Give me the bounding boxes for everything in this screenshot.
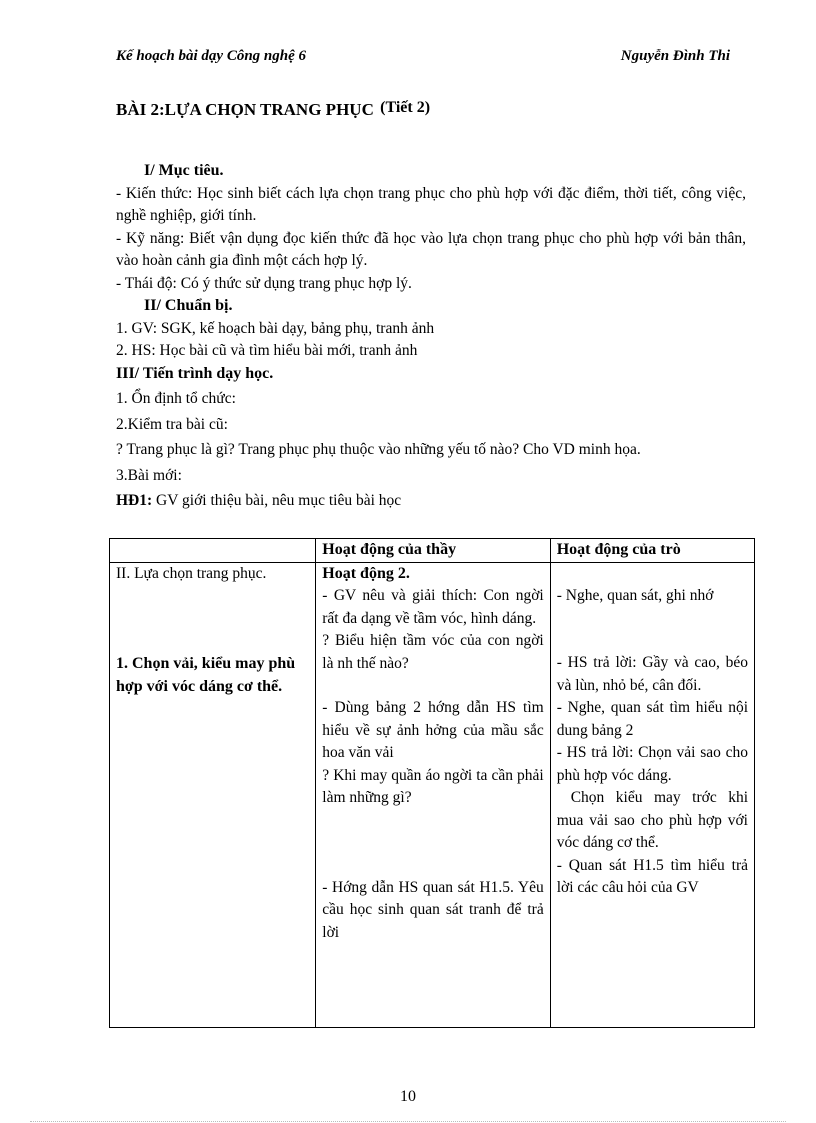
objectives-heading: I/ Mục tiêu.: [144, 162, 224, 179]
process-hd1: [116, 490, 746, 513]
student-line: - Nghe, quan sát, ghi nhớ: [556, 586, 714, 604]
teacher-line: - GV nêu và giải thích: Con ngời rất đa dạng về tầm vóc, hình dáng.: [322, 587, 544, 627]
footer-divider: [30, 1121, 786, 1122]
student-line: - HS trả lời: Gầy và cao, béo và lùn, nhỏ bé, cân đối.: [556, 654, 748, 694]
process-step3: 3.Bài mới:: [116, 466, 182, 484]
lesson-table: [109, 538, 755, 1028]
table-header-row: [110, 539, 755, 563]
teacher-line: ? Khi may quần áo ngời ta cần phải làm những gì?: [322, 766, 544, 806]
teacher-line: - Hớng dẫn HS quan sát H1.5. Yêu cầu học sinh quan sát tranh để trả lời: [322, 878, 544, 941]
table-header-teacher: Hoạt động của thầy: [316, 539, 550, 563]
hd1-label: HĐ1:: [116, 492, 153, 509]
lesson-body: [116, 160, 746, 513]
process-step1: 1. Ổn định tổ chức:: [116, 390, 236, 407]
teacher-line: - Dùng bảng 2 hớng dẫn HS tìm hiểu về sự ảnh hởng của mầu sắc hoa văn vải: [322, 699, 544, 761]
activity-title: Hoạt động 2.: [322, 564, 410, 582]
header-right: Nguyễn Đình Thi: [620, 48, 730, 64]
process-step2: 2.Kiểm tra bài cũ:: [116, 415, 228, 433]
content-cell: [110, 562, 316, 1028]
header-left: Kế hoạch bài dạy Công nghệ 6: [116, 48, 307, 64]
student-line: Chọn kiểu may trớc khi mua vải sao cho phù hợp với vóc dáng cơ thể.: [556, 789, 748, 851]
table-header-student: Hoạt động của trò: [550, 539, 754, 563]
section-title: II. Lựa chọn trang phục.: [116, 564, 267, 582]
preparation-gv: 1. GV: SGK, kế hoạch bài dạy, bảng phụ, tranh ảnh: [116, 319, 435, 337]
student-line: - Quan sát H1.5 tìm hiểu trả lời các câu hỏi của GV: [556, 856, 748, 896]
preparation-heading: II/ Chuẩn bị.: [144, 297, 233, 314]
student-line: - Nghe, quan sát tìm hiểu nội dung bảng 2: [556, 699, 748, 739]
table-row: [110, 562, 755, 1028]
lesson-title-main: BÀI 2:LỰA CHỌN TRANG PHỤC: [116, 100, 374, 119]
teacher-cell: [316, 562, 550, 1028]
process-heading: III/ Tiến trình dạy học.: [116, 364, 274, 382]
hd1-text: GV giới thiệu bài, nêu mục tiêu bài học: [152, 492, 402, 509]
process-question: ? Trang phục là gì? Trang phục phụ thuộc vào những yếu tố nào? Cho VD minh họa.: [116, 441, 641, 458]
student-line: - HS trả lời: Chọn vải sao cho phù hợp vóc dáng.: [556, 744, 748, 784]
preparation-hs: 2. HS: Học bài cũ và tìm hiểu bài mới, tranh ảnh: [116, 342, 418, 359]
page-number: 10: [400, 1088, 416, 1105]
objective-knowledge: - Kiến thức: Học sinh biết cách lựa chọn trang phục cho phù hợp với đặc điểm, thời tiết, công việc, nghề nghiệp, giới tính.: [116, 184, 746, 224]
objective-attitude: - Thái độ: Có ý thức sử dụng trang phục hợp lý.: [116, 274, 412, 292]
teacher-line: ? Biểu hiện tầm vóc của con ngời là nh thế nào?: [322, 632, 544, 672]
student-cell: [550, 562, 754, 1028]
lesson-title: [116, 100, 430, 120]
table-header-content: [110, 539, 316, 563]
subsection-title: 1. Chọn vải, kiểu may phù hợp với vóc dáng cơ thể.: [116, 655, 296, 695]
objective-skill: - Kỹ năng: Biết vận dụng đọc kiến thức đã học vào lựa chọn trang phục cho phù hợp với bản thân, vào hoàn cảnh gia đình một cách hợp lý.: [116, 229, 746, 269]
lesson-title-sub: (Tiết 2): [380, 99, 431, 116]
